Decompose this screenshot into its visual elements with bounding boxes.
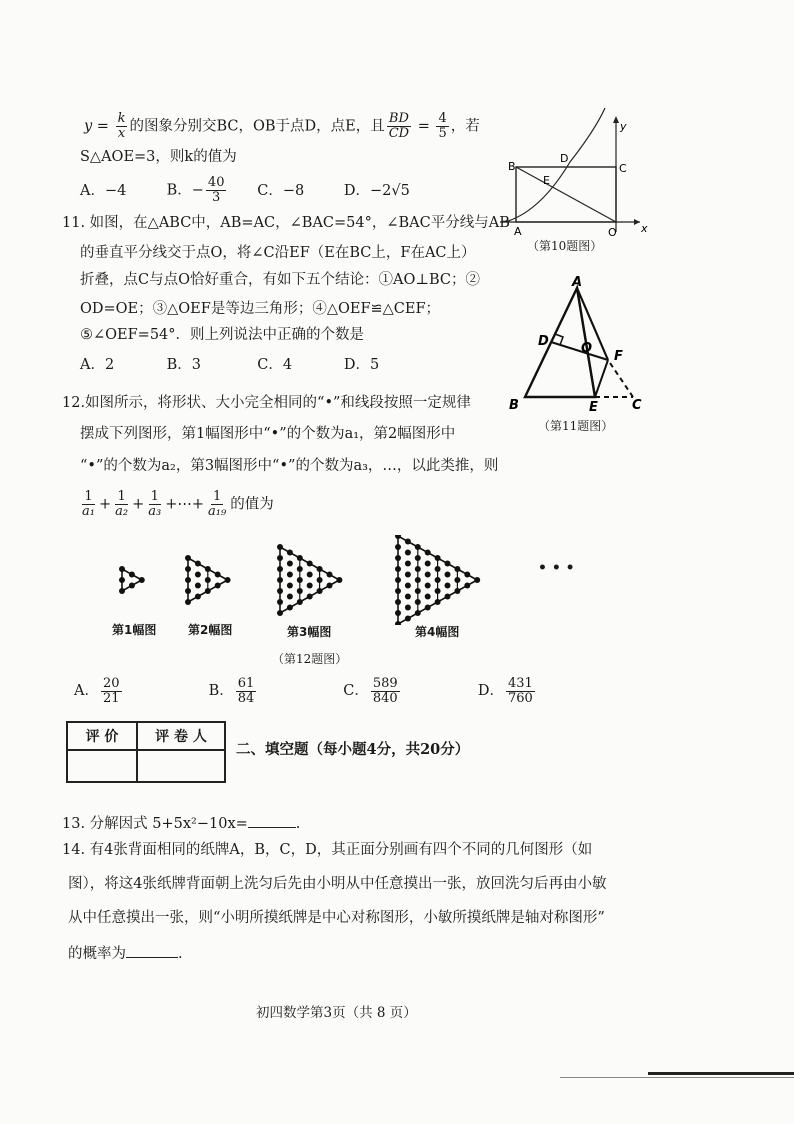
dot: [277, 555, 283, 561]
q10-y-eq: y =: [84, 118, 114, 135]
q13-answer-blank: [248, 827, 296, 828]
dot: [415, 555, 421, 561]
dot: [415, 588, 421, 594]
dot: [445, 561, 451, 567]
dot: [425, 572, 431, 578]
grading-header-grader: 评 卷 人: [137, 722, 225, 750]
q10-option-a: A．−4: [80, 182, 127, 199]
dot: [474, 577, 480, 583]
grading-table: [66, 721, 226, 783]
dot: [405, 583, 411, 589]
q10-option-c: C．−8: [257, 182, 305, 199]
dot: [454, 566, 460, 572]
dot: [317, 588, 323, 594]
dot: [395, 599, 401, 605]
dot: [195, 561, 201, 567]
dot: [215, 583, 221, 589]
grading-header-evaluation: 评 价: [67, 722, 137, 750]
fig12-label-4: 第4幅图: [415, 625, 460, 639]
dot: [464, 572, 470, 578]
dot: [205, 577, 211, 583]
pattern-outline: [280, 547, 339, 613]
q12-options: [74, 672, 537, 710]
dot: [287, 583, 293, 589]
label-f: F: [614, 349, 623, 364]
q10-text-mid: 的图象分别交BC，OB于点D，点E，且: [129, 118, 385, 135]
dot: [317, 577, 323, 583]
dot: [185, 588, 191, 594]
dot: [287, 561, 293, 567]
label-o: O: [608, 226, 617, 239]
dot: [185, 577, 191, 583]
dot: [405, 572, 411, 578]
segment-cf-dashed: [608, 360, 633, 397]
q11-line3: 折叠，点C与点O恰好重合，有如下五个结论：①AO⊥BC；②: [80, 272, 480, 288]
dot: [205, 566, 211, 572]
dot: [215, 572, 221, 578]
dot: [445, 583, 451, 589]
q12-option-b: B． $\frac{61}{84}$: [208, 675, 255, 706]
fig12-label-2: 第2幅图: [188, 623, 233, 637]
q12-line1: 12.如图所示，将形状、大小完全相同的“•”和线段按照一定规律: [62, 395, 471, 411]
q12-line2: 摆成下列图形，第1幅图形中“•”的个数为a₁，第2幅图形中: [80, 426, 456, 442]
q12-option-d: D． $\frac{431}{760}$: [477, 675, 533, 706]
dot: [297, 588, 303, 594]
dot: [129, 583, 135, 589]
dot-pattern-3: [277, 544, 342, 616]
dot: [435, 577, 441, 583]
label-b: B: [508, 160, 516, 173]
q10-bd-over-cd: $\frac{BD}{CD}$: [388, 111, 410, 141]
dot: [395, 544, 401, 550]
q14-line1: 14. 有4张背面相同的纸牌A，B，C，D，其正面分别画有四个不同的几何图形（如: [62, 842, 593, 858]
q14-line4: 的概率为 .: [68, 946, 183, 962]
dot: [139, 577, 145, 583]
dot: [129, 572, 135, 578]
dot-pattern-1: [119, 566, 145, 594]
dot: [287, 605, 293, 611]
dot: [297, 599, 303, 605]
dot: [395, 577, 401, 583]
dot: [425, 583, 431, 589]
dot: [445, 594, 451, 600]
q13: 13. 分解因式 5+5x²−10x= .: [62, 816, 301, 832]
q10-line2: S△AOE=3，则k的值为: [80, 149, 237, 165]
q10-options: [80, 176, 410, 205]
dot: [287, 572, 293, 578]
dot: [415, 599, 421, 605]
dot: [287, 550, 293, 556]
dot: [395, 610, 401, 616]
dot: [336, 577, 342, 583]
dot: [287, 594, 293, 600]
label-e: E: [589, 400, 598, 415]
dot: [395, 535, 401, 539]
dot: [327, 583, 333, 589]
fig12-label-3: 第3幅图: [287, 625, 332, 639]
figure-10-caption: （第10题图）: [527, 239, 603, 253]
dot-pattern-4: [395, 535, 480, 625]
q14-line2: 图），将这4张纸牌背面朝上洗匀后先由小明从中任意摸出一张，放回洗匀后再由小敏: [68, 876, 607, 892]
figure-12: [100, 535, 580, 625]
dot: [435, 555, 441, 561]
dot: [307, 572, 313, 578]
dot: [405, 539, 411, 545]
label-b: B: [509, 398, 519, 413]
dot: [415, 610, 421, 616]
dot: [277, 577, 283, 583]
dot: [119, 566, 125, 572]
q11-option-d: D．5: [343, 357, 380, 373]
dot: [405, 605, 411, 611]
dot: [454, 588, 460, 594]
dot: [395, 555, 401, 561]
q10-line1: y = $\frac{k}{x}$ 的图象分别交BC，OB于点D，点E，且 $\frac{BD}{CD}$ = $\frac{4}{5}$ ，若: [84, 111, 480, 141]
segment-ob: [516, 167, 616, 222]
dot: [297, 566, 303, 572]
dot: [277, 599, 283, 605]
x-axis-arrow-icon: [634, 219, 640, 225]
dot: [185, 555, 191, 561]
dot: [297, 577, 303, 583]
label-a: A: [572, 275, 583, 290]
q12-sum-expression: $\frac{1}{\text{a₁}}$ + $\frac{1}{\text{a₂}}$ + $\frac{1}{\text{a₃}}$ +⋯+ $\frac{1}{\text{a₁₉}}$ 的值为: [82, 489, 274, 519]
dot: [445, 572, 451, 578]
q10-option-b: B．− $\frac{40}{3}$: [166, 175, 225, 205]
fig12-ellipsis: • • •: [538, 560, 575, 576]
dot: [277, 544, 283, 550]
label-c: C: [632, 398, 642, 413]
dot: [405, 594, 411, 600]
q10-option-d: D．−2√5: [343, 182, 410, 199]
label-d: D: [560, 152, 569, 165]
figure-12-caption: （第12题图）: [272, 652, 348, 666]
q11-line4: OD=OE；③△OEF是等边三角形；④△OEF≌△CEF；: [80, 301, 441, 317]
q12-option-a: A． $\frac{20}{21}$: [74, 675, 120, 706]
dot: [435, 566, 441, 572]
q10-k-over-x: $\frac{k}{x}$: [117, 111, 126, 141]
dot: [195, 572, 201, 578]
dot: [425, 594, 431, 600]
dot: [425, 550, 431, 556]
figure-10: [500, 100, 650, 240]
label-x: x: [641, 222, 648, 235]
figure-11-caption: （第11题图）: [538, 419, 614, 433]
dot: [435, 599, 441, 605]
dot: [277, 566, 283, 572]
dot: [415, 577, 421, 583]
section-2-title: 二、填空题（每小题4分，共20分）: [236, 741, 470, 758]
q12-line3: “•”的个数为a₂，第3幅图形中“•”的个数为a₃，…，以此类推，则: [80, 458, 499, 474]
dot: [119, 588, 125, 594]
dot: [225, 577, 231, 583]
scan-edge-line: [648, 1072, 794, 1075]
hyperbola-curve: [505, 108, 605, 222]
q11-options: [80, 355, 379, 375]
dot: [415, 566, 421, 572]
q11-line5: ⑤∠OEF=54°．则上列说法中正确的个数是: [80, 327, 365, 343]
dot: [307, 561, 313, 567]
segment-fe: [595, 360, 608, 397]
dot: [195, 583, 201, 589]
dot: [307, 594, 313, 600]
q11-option-b: B．3: [166, 357, 201, 373]
q11-line1: 11. 如图，在△ABC中，AB=AC，∠BAC=54°，∠BAC平分线与AB: [62, 215, 510, 231]
dot: [464, 583, 470, 589]
q10-four-fifths: $\frac{4}{5}$: [438, 111, 447, 141]
dot: [119, 577, 125, 583]
figure-11: [505, 272, 655, 417]
dot: [327, 572, 333, 578]
dot: [405, 550, 411, 556]
q11-option-c: C．4: [257, 357, 293, 373]
dot: [395, 621, 401, 625]
dot: [415, 544, 421, 550]
label-c: C: [619, 162, 627, 175]
dot: [395, 588, 401, 594]
dot: [297, 555, 303, 561]
dot: [185, 566, 191, 572]
dot: [405, 561, 411, 567]
label-e: E: [543, 174, 550, 187]
label-a: A: [514, 225, 522, 238]
label-d: D: [538, 334, 549, 349]
label-o: O: [581, 341, 593, 356]
dot: [205, 588, 211, 594]
q11-line2: 的垂直平分线交于点O，将∠C沿EF（E在BC上，F在AC上）: [80, 245, 476, 261]
dot: [425, 561, 431, 567]
dot: [425, 605, 431, 611]
q14-line3: 从中任意摸出一张，则“小明所摸纸牌是中心对称图形，小敏所摸纸牌是轴对称图形”: [68, 910, 605, 926]
dot: [277, 610, 283, 616]
grading-cell-evaluation: [67, 750, 137, 782]
dot: [454, 577, 460, 583]
dot: [307, 583, 313, 589]
dot: [195, 594, 201, 600]
dot: [405, 616, 411, 622]
dot: [185, 599, 191, 605]
dot-pattern-2: [185, 555, 231, 605]
scan-edge-line-thin: [560, 1077, 794, 1078]
q11-option-a: A．2: [80, 357, 115, 373]
dot: [277, 588, 283, 594]
grading-cell-grader: [137, 750, 225, 782]
dot: [395, 566, 401, 572]
q12-option-c: C． $\frac{589}{840}$: [343, 675, 398, 706]
q14-answer-blank: [126, 957, 178, 958]
y-axis-arrow-icon: [613, 116, 619, 123]
label-y: y: [620, 120, 627, 133]
page-footer: 初四数学第3页（共 8 页）: [256, 1005, 417, 1021]
fig12-label-1: 第1幅图: [112, 623, 157, 637]
dot: [317, 566, 323, 572]
dot: [435, 588, 441, 594]
